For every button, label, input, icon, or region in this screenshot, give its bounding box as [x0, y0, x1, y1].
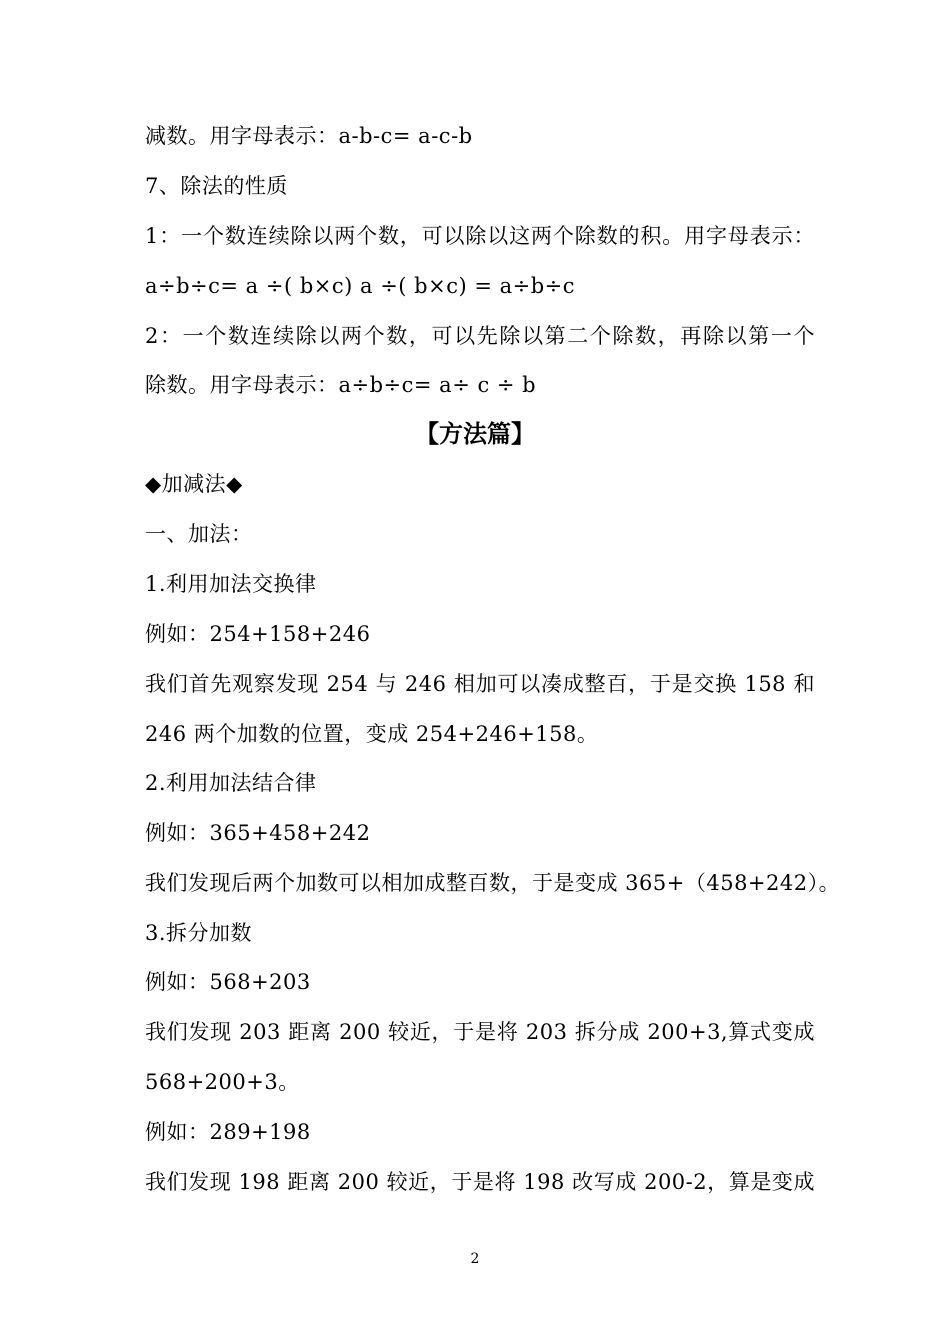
example-line: 例如：254+158+246	[145, 622, 371, 646]
page-number: 2	[470, 1251, 480, 1267]
text-line: 2：一个数连续除以两个数，可以先除以第二个除数，再除以第一个	[145, 324, 815, 348]
heading-division-property: 7、除法的性质	[145, 174, 288, 198]
text-line: 我们发现 203 距离 200 较近，于是将 203 拆分成 200+3,算式变成	[145, 1020, 815, 1044]
text-line: 我们首先观察发现 254 与 246 相加可以凑成整百，于是交换 158 和	[145, 672, 815, 696]
text-line: 1：一个数连续除以两个数，可以除以这两个除数的积。用字母表示：	[145, 224, 815, 248]
section-title: 【方法篇】	[415, 419, 535, 448]
text-line: 我们发现后两个加数可以相加成整百数，于是变成 365+（458+242）。	[145, 871, 841, 895]
text-line: 一、加法：	[145, 522, 253, 546]
example-line: 例如：568+203	[145, 970, 311, 994]
text-line: 减数。用字母表示：a-b-c= a-c-b	[145, 124, 473, 148]
text-line: 2.利用加法结合律	[145, 771, 317, 795]
text-line: 我们发现 198 距离 200 较近，于是将 198 改写成 200-2，算是变成	[145, 1170, 815, 1194]
example-line: 例如：289+198	[145, 1120, 311, 1144]
subsection-heading: ◆加减法◆	[145, 472, 243, 496]
formula-line: 除数。用字母表示：a÷b÷c= a÷ c ÷ b	[145, 373, 537, 397]
example-line: 例如：365+458+242	[145, 821, 371, 845]
text-line: 246 两个加数的位置，变成 254+246+158。	[145, 722, 599, 746]
text-line: 3.拆分加数	[145, 921, 253, 945]
text-line: 1.利用加法交换律	[145, 572, 317, 596]
text-line: 568+200+3。	[145, 1070, 300, 1094]
formula-line: a÷b÷c= a ÷( b×c) a ÷( b×c) = a÷b÷c	[145, 274, 576, 298]
